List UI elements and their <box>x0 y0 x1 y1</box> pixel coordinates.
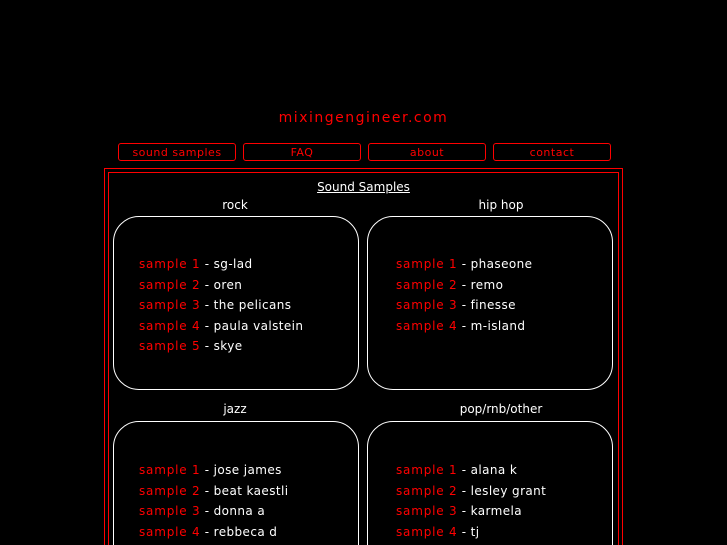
artist-name: tj <box>470 524 480 539</box>
sample-link[interactable]: sample 2 <box>396 277 458 292</box>
artist-name: rebbeca d <box>213 524 278 539</box>
site-title: mixingengineer.com <box>278 110 449 126</box>
sample-link[interactable]: sample 4 <box>139 318 201 333</box>
sample-link[interactable]: sample 2 <box>139 483 201 498</box>
list-item: sample 3 - finesse <box>396 298 516 312</box>
list-item: sample 1 - phaseone <box>396 257 533 271</box>
sample-link[interactable]: sample 3 <box>396 298 458 312</box>
genre-label-hip-hop: hip hop <box>478 198 524 212</box>
list-item: sample 2 - oren <box>139 277 243 292</box>
artist-name: beat kaestli <box>213 483 289 498</box>
genre-label-jazz: jazz <box>223 402 247 416</box>
nav-faq-button[interactable]: FAQ <box>243 143 361 161</box>
list-item: sample 1 - sg-lad <box>139 257 253 271</box>
nav-contact-button[interactable]: contact <box>493 143 611 161</box>
artist-name: sg-lad <box>213 257 253 271</box>
nav-bar <box>118 143 612 163</box>
list-item: sample 2 - lesley grant <box>396 483 547 498</box>
sample-link[interactable]: sample 5 <box>139 339 201 353</box>
artist-name: phaseone <box>470 257 533 271</box>
sample-link[interactable]: sample 3 <box>139 504 201 518</box>
sample-link[interactable]: sample 1 <box>139 463 201 477</box>
artist-name: m-island <box>470 318 526 333</box>
sample-link[interactable]: sample 1 <box>396 257 458 271</box>
list-item: sample 3 - karmela <box>396 504 523 518</box>
list-item: sample 5 - skye <box>139 339 243 353</box>
sample-list-rock <box>139 254 303 357</box>
sample-link[interactable]: sample 2 <box>396 483 458 498</box>
artist-name: paula valstein <box>213 318 304 333</box>
artist-name: karmela <box>470 504 523 518</box>
artist-name: skye <box>213 339 243 353</box>
section-title: Sound Samples <box>317 180 410 194</box>
artist-name: donna a <box>213 504 266 518</box>
sample-link[interactable]: sample 2 <box>139 277 201 292</box>
artist-name: remo <box>470 277 504 292</box>
list-item: sample 1 - jose james <box>139 463 282 477</box>
artist-name: lesley grant <box>470 483 547 498</box>
sample-link[interactable]: sample 3 <box>139 298 201 312</box>
genre-label-pop-rnb-other: pop/rnb/other <box>459 402 543 416</box>
nav-about-button[interactable]: about <box>368 143 486 161</box>
sample-link[interactable]: sample 1 <box>139 257 201 271</box>
list-item: sample 4 - tj <box>396 524 480 539</box>
list-item: sample 4 - rebbeca d <box>139 524 278 539</box>
genre-label-rock: rock <box>222 198 248 212</box>
artist-name: alana k <box>470 463 518 477</box>
sample-list-pop-rnb-other <box>396 460 546 542</box>
list-item: sample 2 - remo <box>396 277 504 292</box>
sample-link[interactable]: sample 4 <box>396 318 458 333</box>
artist-name: jose james <box>213 463 282 477</box>
sample-link[interactable]: sample 3 <box>396 504 458 518</box>
sample-link[interactable]: sample 4 <box>396 524 458 539</box>
list-item: sample 4 - m-island <box>396 318 526 333</box>
list-item: sample 3 - donna a <box>139 504 266 518</box>
list-item: sample 2 - beat kaestli <box>139 483 289 498</box>
sample-list-jazz <box>139 460 288 542</box>
artist-name: oren <box>213 277 243 292</box>
artist-name: the pelicans <box>213 298 292 312</box>
sample-link[interactable]: sample 1 <box>396 463 458 477</box>
sample-list-hip-hop <box>396 254 532 336</box>
list-item: sample 1 - alana k <box>396 463 518 477</box>
list-item: sample 4 - paula valstein <box>139 318 304 333</box>
artist-name: finesse <box>470 298 516 312</box>
list-item: sample 3 - the pelicans <box>139 298 292 312</box>
nav-sound-samples-button[interactable]: sound samples <box>118 143 236 161</box>
sample-link[interactable]: sample 4 <box>139 524 201 539</box>
